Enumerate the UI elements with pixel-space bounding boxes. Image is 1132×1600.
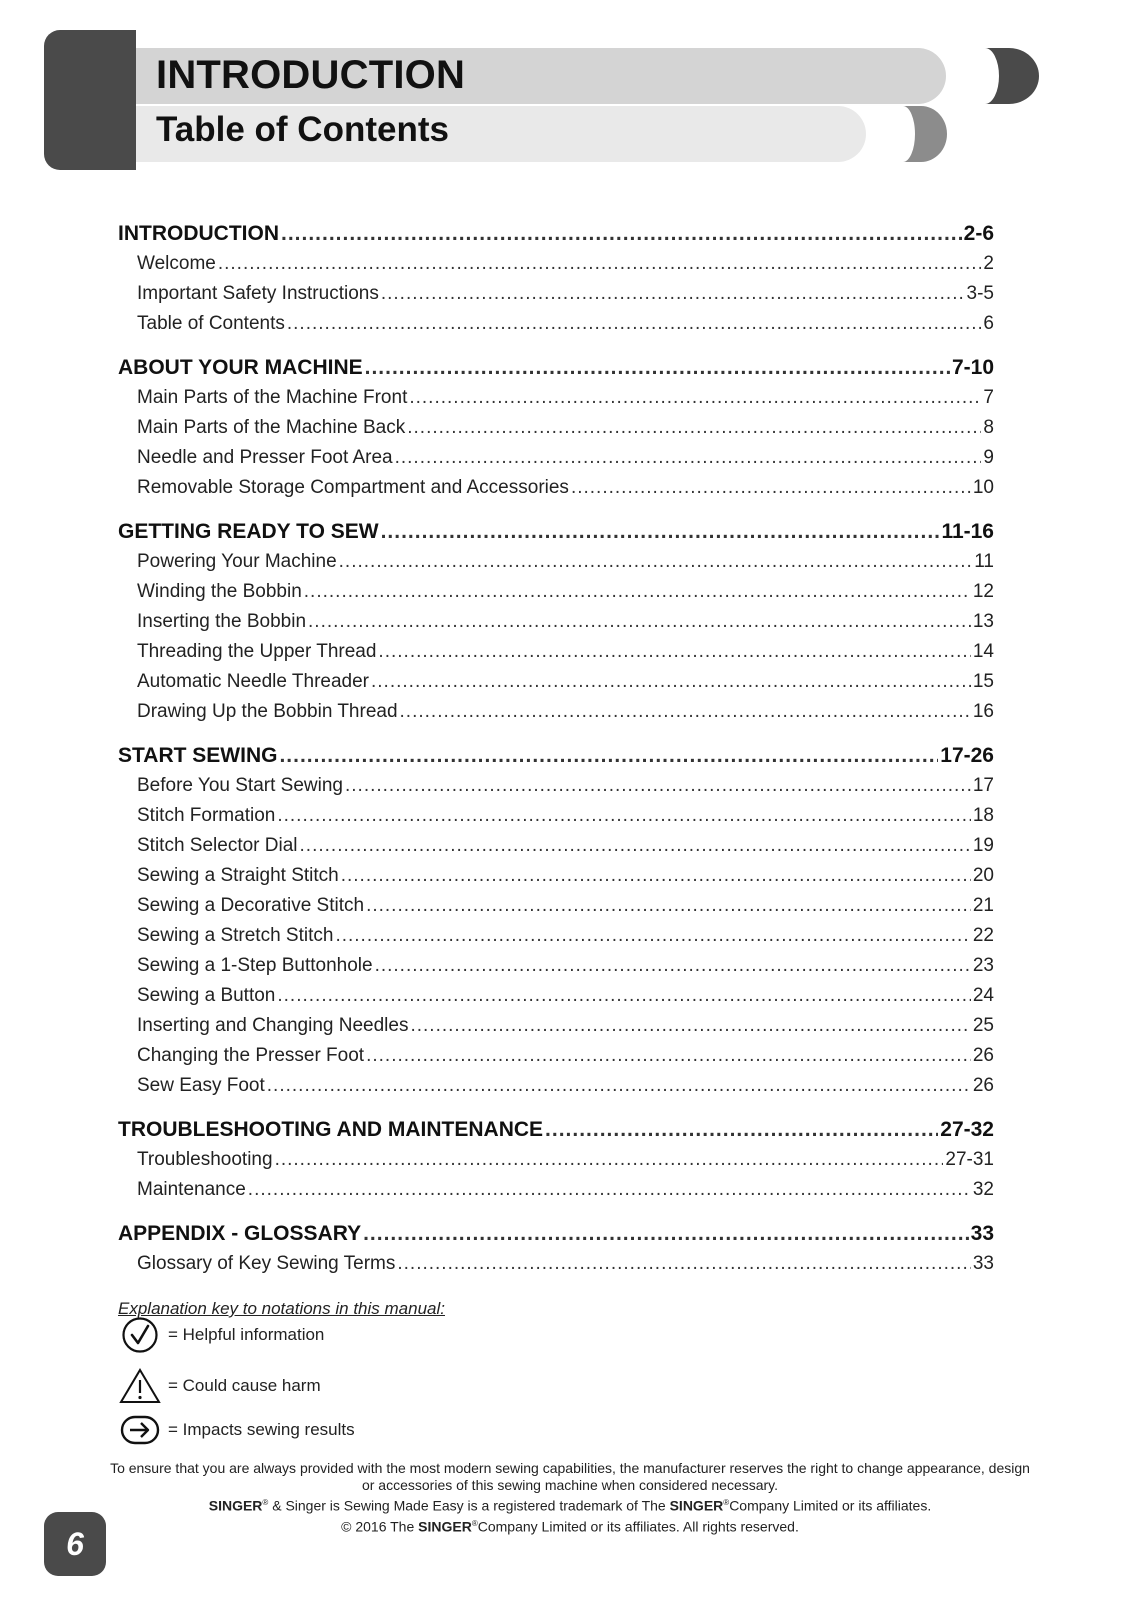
- toc-entry-title: INTRODUCTION: [118, 222, 279, 245]
- toc-entry-pages: 33: [972, 1253, 994, 1274]
- toc-entry-pages: 13: [972, 611, 994, 632]
- toc-entry-pages: 6: [983, 313, 994, 334]
- toc-leader: [267, 1071, 971, 1101]
- key-item-text: = Could cause harm: [168, 1376, 321, 1395]
- toc-entry-title: Sewing a Stretch Stitch: [137, 925, 334, 946]
- toc-entry[interactable]: [118, 1145, 994, 1175]
- table-of-contents: [118, 219, 994, 1293]
- toc-leader: [277, 801, 971, 831]
- toc-entry-pages: 10: [972, 477, 994, 498]
- toc-leader: [365, 353, 950, 383]
- toc-leader: [218, 249, 982, 279]
- toc-entry-title: Threading the Upper Thread: [137, 641, 377, 662]
- toc-entry-title: Drawing Up the Bobbin Thread: [137, 701, 398, 722]
- toc-entry[interactable]: [118, 577, 994, 607]
- toc-entry[interactable]: [118, 861, 994, 891]
- toc-leader: [375, 951, 971, 981]
- toc-entry-pages: 18: [972, 805, 994, 826]
- toc-leader: [341, 861, 971, 891]
- toc-section-heading[interactable]: [118, 219, 994, 249]
- toc-entry-title: Welcome: [137, 253, 216, 274]
- toc-leader: [287, 309, 982, 339]
- toc-section-heading[interactable]: [118, 1115, 994, 1145]
- toc-section-heading[interactable]: [118, 353, 994, 383]
- toc-entry-pages: 14: [972, 641, 994, 662]
- toc-entry-title: Sewing a Button: [137, 985, 276, 1006]
- toc-entry-title: Troubleshooting: [137, 1149, 273, 1170]
- toc-entry-title: Sewing a Decorative Stitch: [137, 895, 365, 916]
- key-item: [118, 1364, 321, 1408]
- toc-leader: [400, 697, 971, 727]
- toc-entry[interactable]: [118, 801, 994, 831]
- toc-entry-title: Sewing a 1-Step Buttonhole: [137, 955, 373, 976]
- toc-section: [118, 219, 994, 339]
- toc-leader: [395, 443, 982, 473]
- toc-entry[interactable]: [118, 249, 994, 279]
- toc-entry-title: Inserting the Bobbin: [137, 611, 307, 632]
- page-title: INTRODUCTION: [156, 53, 466, 97]
- key-item: [118, 1408, 355, 1452]
- toc-entry[interactable]: [118, 309, 994, 339]
- toc-entry-pages: 19: [972, 835, 994, 856]
- toc-entry-pages: 20: [972, 865, 994, 886]
- toc-entry[interactable]: [118, 667, 994, 697]
- toc-entry-title: Inserting and Changing Needles: [137, 1015, 409, 1036]
- toc-entry-pages: 2-6: [963, 222, 994, 245]
- toc-section: [118, 741, 994, 1101]
- toc-entry-pages: 26: [972, 1045, 994, 1066]
- toc-section-heading[interactable]: [118, 517, 994, 547]
- toc-entry[interactable]: [118, 1011, 994, 1041]
- toc-section: [118, 1115, 994, 1205]
- toc-entry-pages: 23: [972, 955, 994, 976]
- toc-leader: [281, 219, 962, 249]
- toc-entry-title: Sewing a Straight Stitch: [137, 865, 339, 886]
- toc-leader: [366, 1041, 971, 1071]
- toc-section: [118, 517, 994, 727]
- toc-leader: [304, 577, 971, 607]
- toc-entry-pages: 27-32: [940, 1118, 994, 1141]
- toc-entry-title: Removable Storage Compartment and Accessories: [137, 477, 569, 498]
- toc-entry-title: Table of Contents: [137, 313, 285, 334]
- toc-entry[interactable]: [118, 1071, 994, 1101]
- toc-leader: [363, 1219, 969, 1249]
- toc-section: [118, 1219, 994, 1279]
- arrow-circle-icon: [118, 1408, 162, 1452]
- toc-entry-pages: 22: [972, 925, 994, 946]
- toc-entry-title: Main Parts of the Machine Front: [137, 387, 408, 408]
- toc-entry-title: Sew Easy Foot: [137, 1075, 265, 1096]
- toc-entry[interactable]: [118, 383, 994, 413]
- toc-entry[interactable]: [118, 891, 994, 921]
- toc-entry-title: Winding the Bobbin: [137, 581, 302, 602]
- toc-entry-title: TROUBLESHOOTING AND MAINTENANCE: [118, 1118, 544, 1141]
- header-dark-block: [44, 30, 136, 170]
- disclaimer-copyright: © 2016 The SINGER®Company Limited or its affiliates. All rights reserved.: [341, 1518, 799, 1535]
- toc-entry-pages: 11-16: [941, 520, 994, 543]
- toc-leader: [248, 1175, 971, 1205]
- toc-leader: [300, 831, 971, 861]
- toc-entry-pages: 25: [972, 1015, 994, 1036]
- toc-entry-pages: 16: [972, 701, 994, 722]
- toc-entry[interactable]: [118, 473, 994, 503]
- toc-entry-title: Automatic Needle Threader: [137, 671, 369, 692]
- toc-entry[interactable]: [118, 413, 994, 443]
- toc-entry-pages: 2: [983, 253, 994, 274]
- toc-leader: [345, 771, 971, 801]
- header-tab-decoration: [903, 106, 951, 162]
- toc-leader: [339, 547, 973, 577]
- toc-entry[interactable]: [118, 443, 994, 473]
- toc-leader: [277, 981, 970, 1011]
- toc-leader: [366, 891, 971, 921]
- warning-triangle-icon: [118, 1364, 162, 1408]
- disclaimer-line: To ensure that you are always provided with the most modern sewing capabilities, the manufacturer reserves the right to change appearance, design or accessories of this sewing machine when considered necessary.: [110, 1460, 1030, 1493]
- toc-entry-pages: 27-31: [945, 1149, 994, 1170]
- toc-entry[interactable]: [118, 637, 994, 667]
- toc-entry-title: GETTING READY TO SEW: [118, 520, 379, 543]
- toc-entry-title: Powering Your Machine: [137, 551, 337, 572]
- toc-entry-pages: 7: [983, 387, 994, 408]
- toc-entry[interactable]: [118, 697, 994, 727]
- toc-entry-pages: 32: [972, 1179, 994, 1200]
- toc-leader: [407, 413, 981, 443]
- toc-leader: [571, 473, 971, 503]
- toc-entry-title: Before You Start Sewing: [137, 775, 343, 796]
- check-circle-icon: [118, 1313, 162, 1357]
- toc-leader: [275, 1145, 944, 1175]
- toc-entry[interactable]: [118, 771, 994, 801]
- toc-entry-title: Main Parts of the Machine Back: [137, 417, 406, 438]
- key-item-text: = Impacts sewing results: [168, 1420, 355, 1439]
- toc-leader: [371, 667, 971, 697]
- toc-leader: [381, 279, 965, 309]
- toc-entry-pages: 26: [972, 1075, 994, 1096]
- page-subtitle: Table of Contents: [156, 110, 449, 149]
- toc-entry[interactable]: [118, 1175, 994, 1205]
- toc-leader: [397, 1249, 971, 1279]
- toc-entry-pages: 7-10: [951, 356, 994, 379]
- toc-entry-title: START SEWING: [118, 744, 278, 767]
- page-number: 6: [44, 1512, 106, 1576]
- toc-entry-title: APPENDIX - GLOSSARY: [118, 1222, 362, 1245]
- toc-entry[interactable]: [118, 981, 994, 1011]
- toc-leader: [409, 383, 981, 413]
- toc-entry-title: Important Safety Instructions: [137, 283, 379, 304]
- toc-leader: [335, 921, 970, 951]
- toc-entry-pages: 8: [983, 417, 994, 438]
- toc-entry[interactable]: [118, 279, 994, 309]
- toc-leader: [545, 1115, 938, 1145]
- toc-section: [118, 353, 994, 503]
- toc-leader: [378, 637, 970, 667]
- toc-entry[interactable]: [118, 1041, 994, 1071]
- key-title: Explanation key to notations in this manual:: [118, 1299, 445, 1318]
- toc-entry-pages: 21: [972, 895, 994, 916]
- toc-entry[interactable]: [118, 547, 994, 577]
- toc-entry-pages: 33: [970, 1222, 994, 1245]
- toc-entry[interactable]: [118, 1249, 994, 1279]
- toc-leader: [381, 517, 940, 547]
- toc-entry-pages: 11: [974, 551, 994, 572]
- toc-entry-title: Maintenance: [137, 1179, 246, 1200]
- key-item: [118, 1313, 324, 1357]
- toc-leader: [308, 607, 971, 637]
- toc-entry-title: ABOUT YOUR MACHINE: [118, 356, 363, 379]
- disclaimer: [110, 1460, 1030, 1535]
- key-item-text: = Helpful information: [168, 1325, 325, 1344]
- toc-entry-title: Changing the Presser Foot: [137, 1045, 365, 1066]
- toc-entry-pages: 12: [972, 581, 994, 602]
- toc-section-heading[interactable]: [118, 741, 994, 771]
- toc-entry[interactable]: [118, 921, 994, 951]
- toc-entry-pages: 3-5: [966, 283, 994, 304]
- toc-entry-pages: 17: [972, 775, 994, 796]
- toc-entry-title: Stitch Selector Dial: [137, 835, 298, 856]
- toc-entry-title: Needle and Presser Foot Area: [137, 447, 393, 468]
- toc-entry[interactable]: [118, 831, 994, 861]
- toc-entry[interactable]: [118, 607, 994, 637]
- disclaimer-trademark: SINGER® & Singer is Sewing Made Easy is a registered trademark of The SINGER®Company Limited or its affiliates.: [208, 1497, 932, 1514]
- toc-entry-pages: 9: [983, 447, 994, 468]
- toc-entry-title: Stitch Formation: [137, 805, 276, 826]
- toc-leader: [410, 1011, 970, 1041]
- toc-entry-pages: 17-26: [940, 744, 994, 767]
- toc-entry-pages: 24: [972, 985, 994, 1006]
- toc-entry[interactable]: [118, 951, 994, 981]
- toc-entry-title: Glossary of Key Sewing Terms: [137, 1253, 396, 1274]
- header-tab-decoration: [985, 48, 1043, 104]
- toc-entry-pages: 15: [972, 671, 994, 692]
- toc-section-heading[interactable]: [118, 1219, 994, 1249]
- toc-leader: [279, 741, 938, 771]
